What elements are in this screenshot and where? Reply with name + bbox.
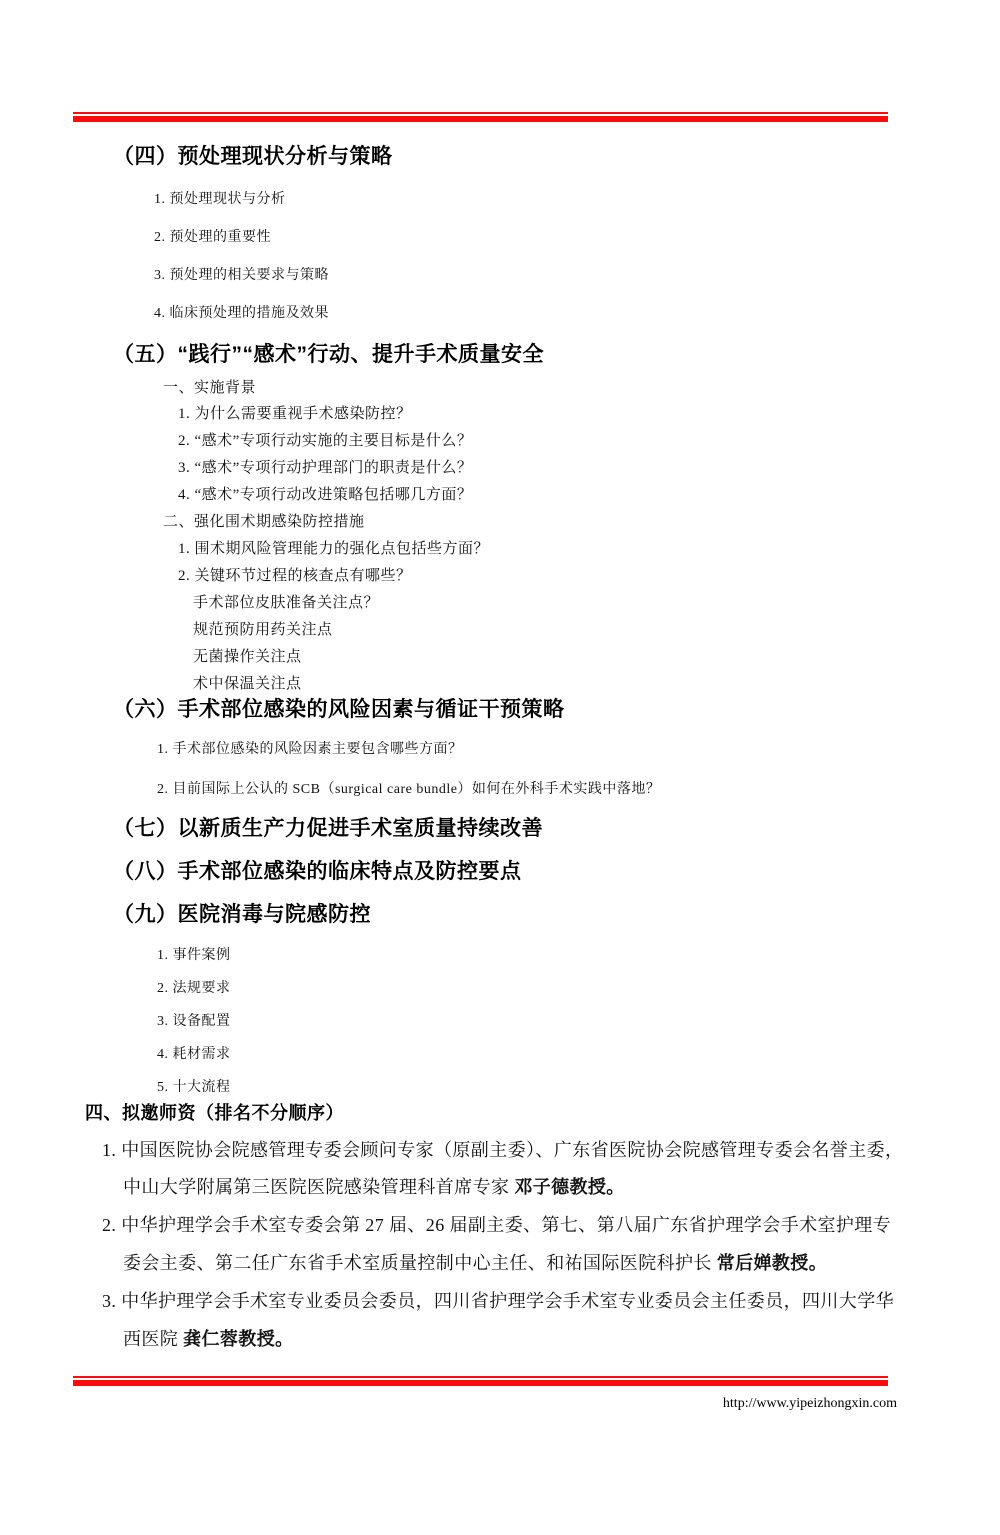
bottom-divider-thick-line	[73, 1380, 888, 1386]
section-9-item: 4. 耗材需求	[157, 1047, 231, 1062]
faculty-item-line: 3. 中华护理学会手术室专业委员会委员，四川省护理学会手术室专业委员会主任委员，四川大学华	[102, 1291, 894, 1311]
section-9-item: 5. 十大流程	[157, 1080, 231, 1095]
section-4-heading: （四）预处理现状分析与策略	[113, 145, 393, 168]
footer-url[interactable]: http://www.yipeizhongxin.com	[722, 1396, 897, 1411]
section-5-sub2-item: 1. 围术期风险管理能力的强化点包括些方面？	[178, 541, 490, 557]
faculty-name: 邓子德教授。	[514, 1177, 625, 1197]
section-5-sub1-title: 一、实施背景	[163, 380, 257, 396]
section-5-heading: （五）“践行”“感术”行动、提升手术质量安全	[113, 343, 544, 366]
faculty-item-line: 2. 中华护理学会手术室专委会第 27 届、26 届副主委、第七、第八届广东省护理学会手术室护理专	[102, 1215, 892, 1235]
section-9-item: 1. 事件案例	[157, 948, 231, 963]
section-5-sub1-item: 4. “感术”专项行动改进策略包括哪几方面？	[178, 487, 473, 503]
top-divider	[73, 112, 888, 122]
section-5-detail-line: 无菌操作关注点	[193, 649, 302, 665]
part-4-heading: 四、拟邀师资（排名不分顺序）	[85, 1103, 344, 1123]
faculty-item-line	[123, 1253, 827, 1274]
faculty-credentials: 西医院	[123, 1329, 184, 1349]
section-6-item: 1. 手术部位感染的风险因素主要包含哪些方面？	[157, 742, 463, 757]
section-5-sub1-item: 1. 为什么需要重视手术感染防控？	[178, 406, 412, 422]
bottom-divider	[73, 1376, 888, 1386]
section-5-detail-line: 手术部位皮肤准备关注点？	[193, 595, 380, 611]
top-divider-thick-line	[73, 116, 888, 122]
faculty-credentials: 委会主委、第二任广东省手术室质量控制中心主任、和祐国际医院科护长	[123, 1253, 717, 1273]
section-4-item: 4. 临床预处理的措施及效果	[154, 306, 329, 321]
faculty-item-line	[123, 1177, 625, 1198]
section-8-heading: （八）手术部位感染的临床特点及防控要点	[113, 860, 522, 883]
section-4-item: 2. 预处理的重要性	[154, 230, 271, 245]
faculty-credentials: 中山大学附属第三医院医院感染管理科首席专家	[123, 1177, 515, 1197]
section-5-sub2-title: 二、强化围术期感染防控措施	[163, 514, 365, 530]
section-5-sub1-item: 2. “感术”专项行动实施的主要目标是什么？	[178, 433, 473, 449]
section-7-heading: （七）以新质生产力促进手术室质量持续改善	[113, 817, 543, 840]
section-9-heading: （九）医院消毒与院感防控	[113, 903, 371, 926]
faculty-item-line: 1. 中国医院协会院感管理专委会顾问专家（原副主委）、广东省医院协会院感管理专委会名誉主委，	[102, 1140, 904, 1160]
section-5-sub1-item: 3. “感术”专项行动护理部门的职责是什么？	[178, 460, 473, 476]
section-9-item: 2. 法规要求	[157, 981, 231, 996]
section-5-detail-line: 规范预防用药关注点	[193, 622, 333, 638]
section-6-item: 2. 目前国际上公认的 SCB（surgical care bundle）如何在外科手术实践中落地？	[157, 782, 661, 797]
section-4-item: 1. 预处理现状与分析	[154, 192, 286, 207]
section-6-heading: （六）手术部位感染的风险因素与循证干预策略	[113, 698, 565, 721]
faculty-name: 常后婵教授。	[716, 1253, 828, 1273]
faculty-name: 龚仁蓉教授。	[183, 1329, 294, 1349]
section-5-sub2-item: 2. 关键环节过程的核查点有哪些？	[178, 568, 412, 584]
section-4-item: 3. 预处理的相关要求与策略	[154, 268, 329, 283]
section-5-detail-line: 术中保温关注点	[193, 676, 302, 692]
faculty-item-line	[123, 1329, 294, 1350]
section-9-item: 3. 设备配置	[157, 1014, 231, 1029]
